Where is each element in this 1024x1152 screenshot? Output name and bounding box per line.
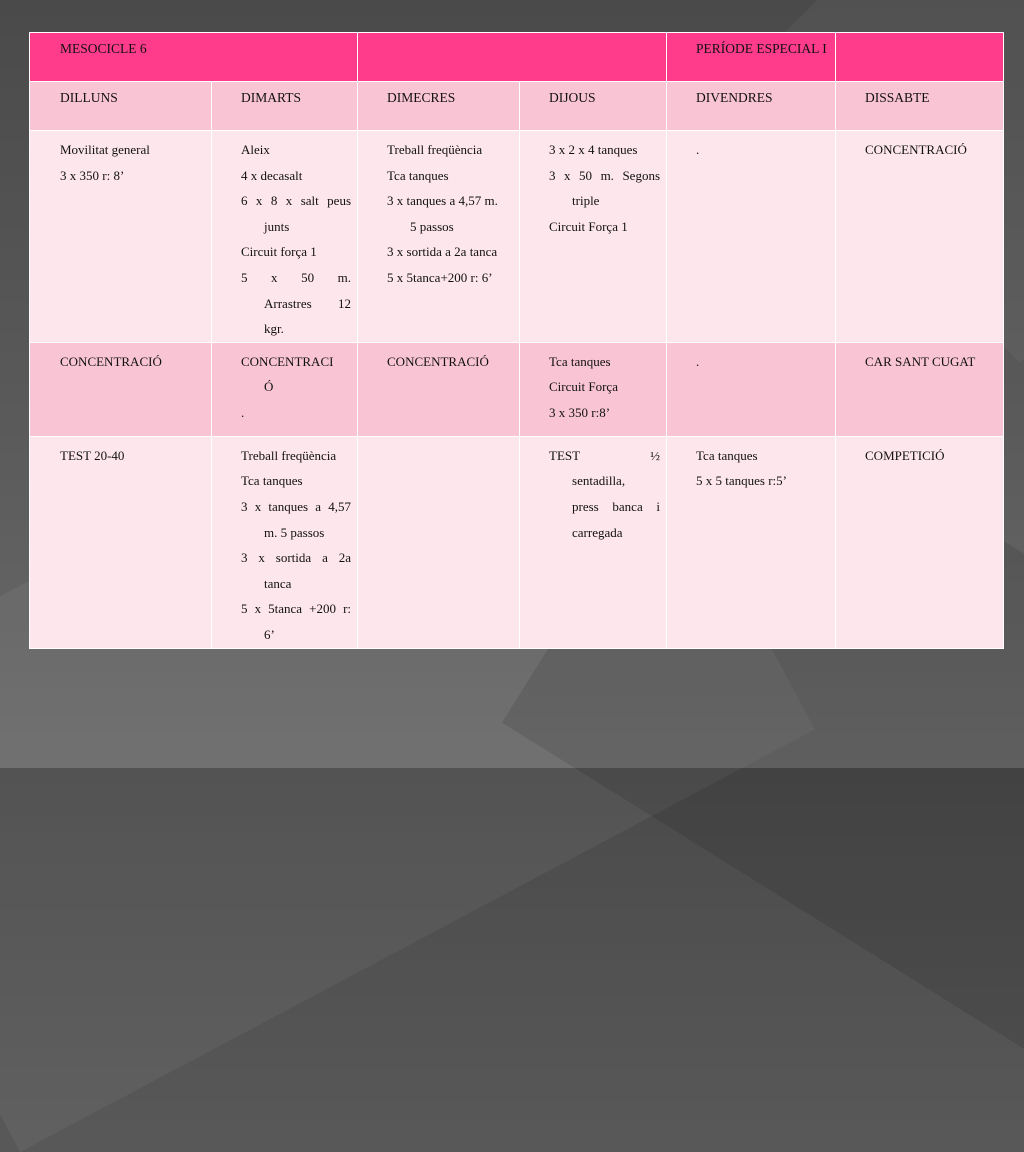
cell-line: 6 x 8 x salt peus	[241, 193, 352, 209]
cell-line: 5 x 5tanca +200 r:	[241, 601, 352, 617]
cell-dimarts	[212, 131, 358, 343]
periode-label: PERÍODE ESPECIAL I	[696, 41, 827, 56]
cell-line: Tca tanques	[696, 447, 758, 463]
cell-line: Tca tanques	[387, 167, 449, 183]
cell-line: Circuit Força 1	[549, 218, 628, 234]
cell-dilluns	[30, 131, 212, 343]
table-row	[30, 436, 1004, 648]
cell-dilluns	[30, 342, 212, 436]
day-label: DILLUNS	[60, 90, 118, 105]
cell-line: 3 x 50 m. Segons	[549, 167, 661, 183]
cell-divendres	[667, 342, 836, 436]
header-empty-text	[358, 33, 666, 41]
cell-dimarts	[212, 342, 358, 436]
cell-line: COMPETICIÓ	[865, 447, 945, 463]
cell-line: triple	[572, 193, 600, 209]
cell-line: .	[696, 142, 700, 157]
header-cell-empty	[836, 33, 1004, 82]
cell-line: CAR SANT CUGAT	[865, 353, 976, 369]
cell-line: 6’	[264, 626, 275, 642]
cell-line: Circuit Força	[549, 379, 618, 395]
cell-line: 5 passos	[410, 218, 454, 234]
cell-dijous	[520, 436, 667, 648]
cell-line: Tca tanques	[241, 473, 303, 489]
cell-line: 3 x tanques a 4,57	[241, 498, 352, 514]
training-schedule-table	[29, 32, 1004, 649]
header-cell-mesocicle	[30, 33, 358, 82]
day-label: DIMECRES	[387, 90, 456, 105]
table-row	[30, 131, 1004, 343]
day-header-divendres	[667, 82, 836, 131]
cell-line: carregada	[572, 524, 623, 540]
cell-dimecres	[358, 131, 520, 343]
mesocicle-label: MESOCICLE 6	[60, 41, 147, 56]
cell-dilluns	[30, 436, 212, 648]
cell-line: 3 x 350 r:8’	[549, 404, 611, 420]
day-header-dimarts	[212, 82, 358, 131]
day-label: DIMARTS	[241, 90, 301, 105]
cell-dimecres	[358, 342, 520, 436]
cell-dijous	[520, 131, 667, 343]
cell-line: CONCENTRACIÓ	[387, 353, 489, 369]
cell-dissabte	[836, 131, 1004, 343]
table-row	[30, 342, 1004, 436]
cell-line: press banca i	[572, 498, 661, 514]
cell-line: 5 x 5tanca+200 r: 6’	[387, 269, 493, 285]
cell-line: CONCENTRACIÓ	[60, 353, 162, 369]
cell-line: .	[696, 353, 700, 369]
header-cell-periode	[667, 33, 836, 82]
days-row	[30, 82, 1004, 131]
day-header-dissabte	[836, 82, 1004, 131]
header-row	[30, 33, 1004, 82]
cell-dijous	[520, 342, 667, 436]
cell-dissabte	[836, 342, 1004, 436]
cell-line: Treball freqüència	[387, 142, 483, 157]
cell-line: Aleix	[241, 142, 270, 157]
cell-line: 3 x sortida a 2a	[241, 550, 352, 566]
cell-divendres	[667, 131, 836, 343]
cell-line: Arrastres 12	[264, 295, 352, 311]
day-label: DIVENDRES	[696, 90, 773, 105]
day-header-dijous	[520, 82, 667, 131]
day-header-dimecres	[358, 82, 520, 131]
cell-line: kgr.	[264, 321, 284, 337]
cell-line: 3 x tanques a 4,57 m.	[387, 193, 498, 209]
header-empty-text	[836, 33, 1003, 41]
day-header-dilluns	[30, 82, 212, 131]
cell-line: 5 x 50 m.	[241, 269, 352, 285]
cell-dimecres	[358, 436, 520, 648]
header-cell-empty	[358, 33, 667, 82]
cell-line: Movilitat general	[60, 142, 150, 157]
day-label: DIJOUS	[549, 90, 596, 105]
cell-line: sentadilla,	[572, 473, 626, 489]
cell-line: TEST ½	[549, 447, 661, 463]
cell-line: 3 x 2 x 4 tanques	[549, 142, 638, 157]
cell-line: .	[241, 404, 245, 420]
cell-line: Circuit força 1	[241, 244, 317, 260]
cell-line: 4 x decasalt	[241, 167, 303, 183]
cell-divendres	[667, 436, 836, 648]
cell-line: m. 5 passos	[264, 524, 325, 540]
cell-line: 5 x 5 tanques r:5’	[696, 473, 787, 489]
cell-line: Ó	[264, 379, 274, 395]
cell-dissabte	[836, 436, 1004, 648]
cell-line: Treball freqüència	[241, 447, 337, 463]
cell-line: Tca tanques	[549, 353, 611, 369]
cell-line: TEST 20-40	[60, 447, 125, 463]
cell-line: CONCENTRACIÓ	[865, 142, 967, 157]
cell-line: tanca	[264, 575, 292, 591]
cell-line: CONCENTRACI	[241, 353, 334, 369]
cell-line: 3 x sortida a 2a tanca	[387, 244, 498, 260]
day-label: DISSABTE	[865, 90, 930, 105]
cell-line: junts	[264, 218, 290, 234]
cell-dimarts	[212, 436, 358, 648]
cell-line: 3 x 350 r: 8’	[60, 167, 125, 183]
